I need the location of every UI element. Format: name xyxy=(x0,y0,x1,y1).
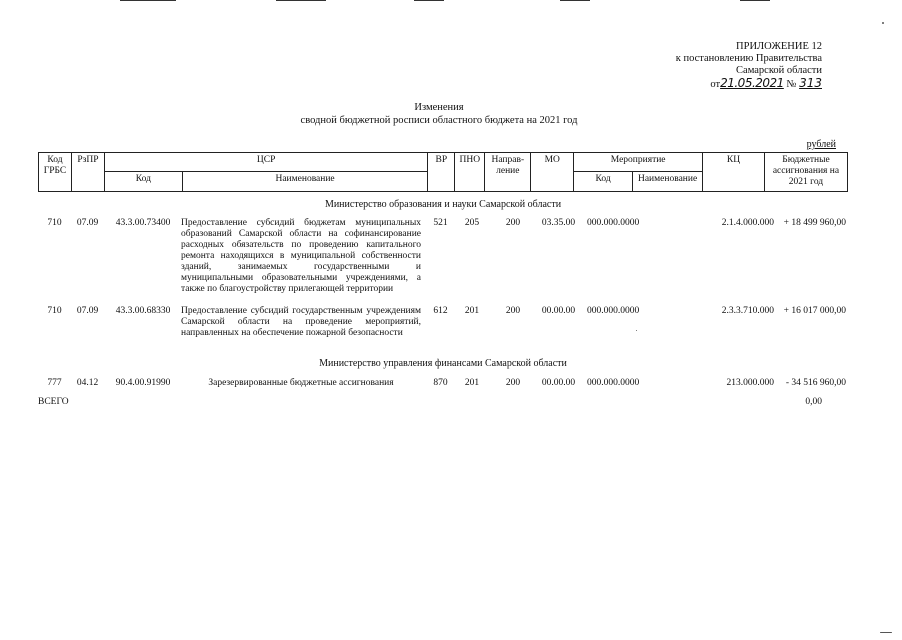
heading-line1: Изменения xyxy=(414,102,464,113)
cell-naprav: 200 xyxy=(505,306,521,316)
scan-speck xyxy=(882,22,884,24)
cell-kc: 213.000.000 xyxy=(726,378,774,388)
unit-label: рублей xyxy=(806,139,836,150)
annex-line1: к постановлению Правительства xyxy=(675,53,822,64)
cell-meropr: 000.000.0000 xyxy=(587,378,640,388)
cell-amount: - 34 516 960,00 xyxy=(785,378,846,388)
cell-mo: 00.00.00 xyxy=(541,306,576,316)
cell-grbs: 777 xyxy=(47,378,62,388)
col-csr: ЦСР xyxy=(104,153,427,172)
header-table xyxy=(38,152,848,192)
col-naprav: Направ-ление xyxy=(485,153,531,192)
col-kc: КЦ xyxy=(703,153,765,192)
annex-from-prefix: от xyxy=(710,79,721,90)
cell-amount: + 18 499 960,00 xyxy=(783,218,846,228)
cell-csr: 43.3.00.68330 xyxy=(115,306,171,316)
cell-name: Предоставление субсидий государственным учреждениям Самарской области на проведение мероприятий, направленных на обеспечение пожарной безопасности xyxy=(181,306,421,338)
cell-pno: 201 xyxy=(464,306,480,316)
total-label: ВСЕГО xyxy=(38,397,69,407)
annex-num-sign: № xyxy=(786,79,797,90)
cell-grbs: 710 xyxy=(47,306,62,316)
cell-mo: 03.35.00 xyxy=(541,218,576,228)
scan-artifact xyxy=(414,0,444,1)
scan-artifact xyxy=(740,0,770,1)
cell-meropr: 000.000.0000 xyxy=(587,306,640,316)
cell-naprav: 200 xyxy=(505,378,521,388)
col-rzpr: РзПР xyxy=(71,153,104,192)
cell-vr: 612 xyxy=(433,306,448,316)
cell-mo: 00.00.00 xyxy=(541,378,576,388)
cell-csr: 43.3.00.73400 xyxy=(115,218,171,228)
cell-pno: 205 xyxy=(464,218,480,228)
cell-kc: 2.3.3.710.000 xyxy=(721,306,774,316)
col-mo: МО xyxy=(531,153,574,192)
cell-vr: 870 xyxy=(433,378,448,388)
total-amount: 0,00 xyxy=(805,397,822,407)
annex-line2: Самарской области xyxy=(736,65,822,76)
col-kod-grbs: Код ГРБС xyxy=(39,153,72,192)
col-meropr-kod: Код xyxy=(574,172,633,192)
col-csr-name: Наименование xyxy=(182,172,428,192)
section-title: Министерство управления финансами Самарской области xyxy=(319,358,567,369)
col-vr: ВР xyxy=(428,153,455,192)
annex-date-line xyxy=(676,77,822,91)
annex-title: ПРИЛОЖЕНИЕ 12 xyxy=(736,41,822,52)
col-pno: ПНО xyxy=(455,153,485,192)
heading-line2: сводной бюджетной росписи областного бюджета на 2021 год xyxy=(300,115,578,126)
cell-kc: 2.1.4.000.000 xyxy=(721,218,774,228)
cell-amount: + 16 017 000,00 xyxy=(783,306,846,316)
annex-date: 21.05.2021 xyxy=(720,76,784,90)
cell-naprav: 200 xyxy=(505,218,521,228)
col-budget: Бюджетные ассигнования на 2021 год xyxy=(764,153,847,192)
cell-meropr: 000.000.0000 xyxy=(587,218,640,228)
cell-grbs: 710 xyxy=(47,218,62,228)
annex-number: 313 xyxy=(799,76,822,90)
cell-rzpr: 07.09 xyxy=(76,306,99,316)
section-title: Министерство образования и науки Самарской области xyxy=(324,199,562,210)
col-csr-kod: Код xyxy=(104,172,182,192)
col-meropr: Мероприятие xyxy=(574,153,703,172)
col-meropr-name: Наименование xyxy=(633,172,703,192)
cell-csr: 90.4.00.91990 xyxy=(115,378,171,388)
annex-block xyxy=(676,41,822,91)
scan-artifact xyxy=(560,0,590,1)
cell-rzpr: 07.09 xyxy=(76,218,99,228)
cell-name: Зарезервированные бюджетные ассигнования xyxy=(208,378,394,388)
cell-vr: 521 xyxy=(433,218,448,228)
cell-rzpr: 04.12 xyxy=(76,378,99,388)
scan-speck xyxy=(636,330,637,331)
scan-artifact xyxy=(120,0,176,1)
scan-speck xyxy=(880,632,892,633)
cell-pno: 201 xyxy=(464,378,480,388)
scan-artifact xyxy=(276,0,326,1)
cell-name: Предоставление субсидий бюджетам муниципальных образований Самарской области на софинансирование расходных обязательств по проведению капитального ремонта находящихся в муниципальной собственности зданий, занимаемых государственными и муниципальными образовательными учреждениями, а также по благоустройству прилегающей территории xyxy=(181,218,421,294)
